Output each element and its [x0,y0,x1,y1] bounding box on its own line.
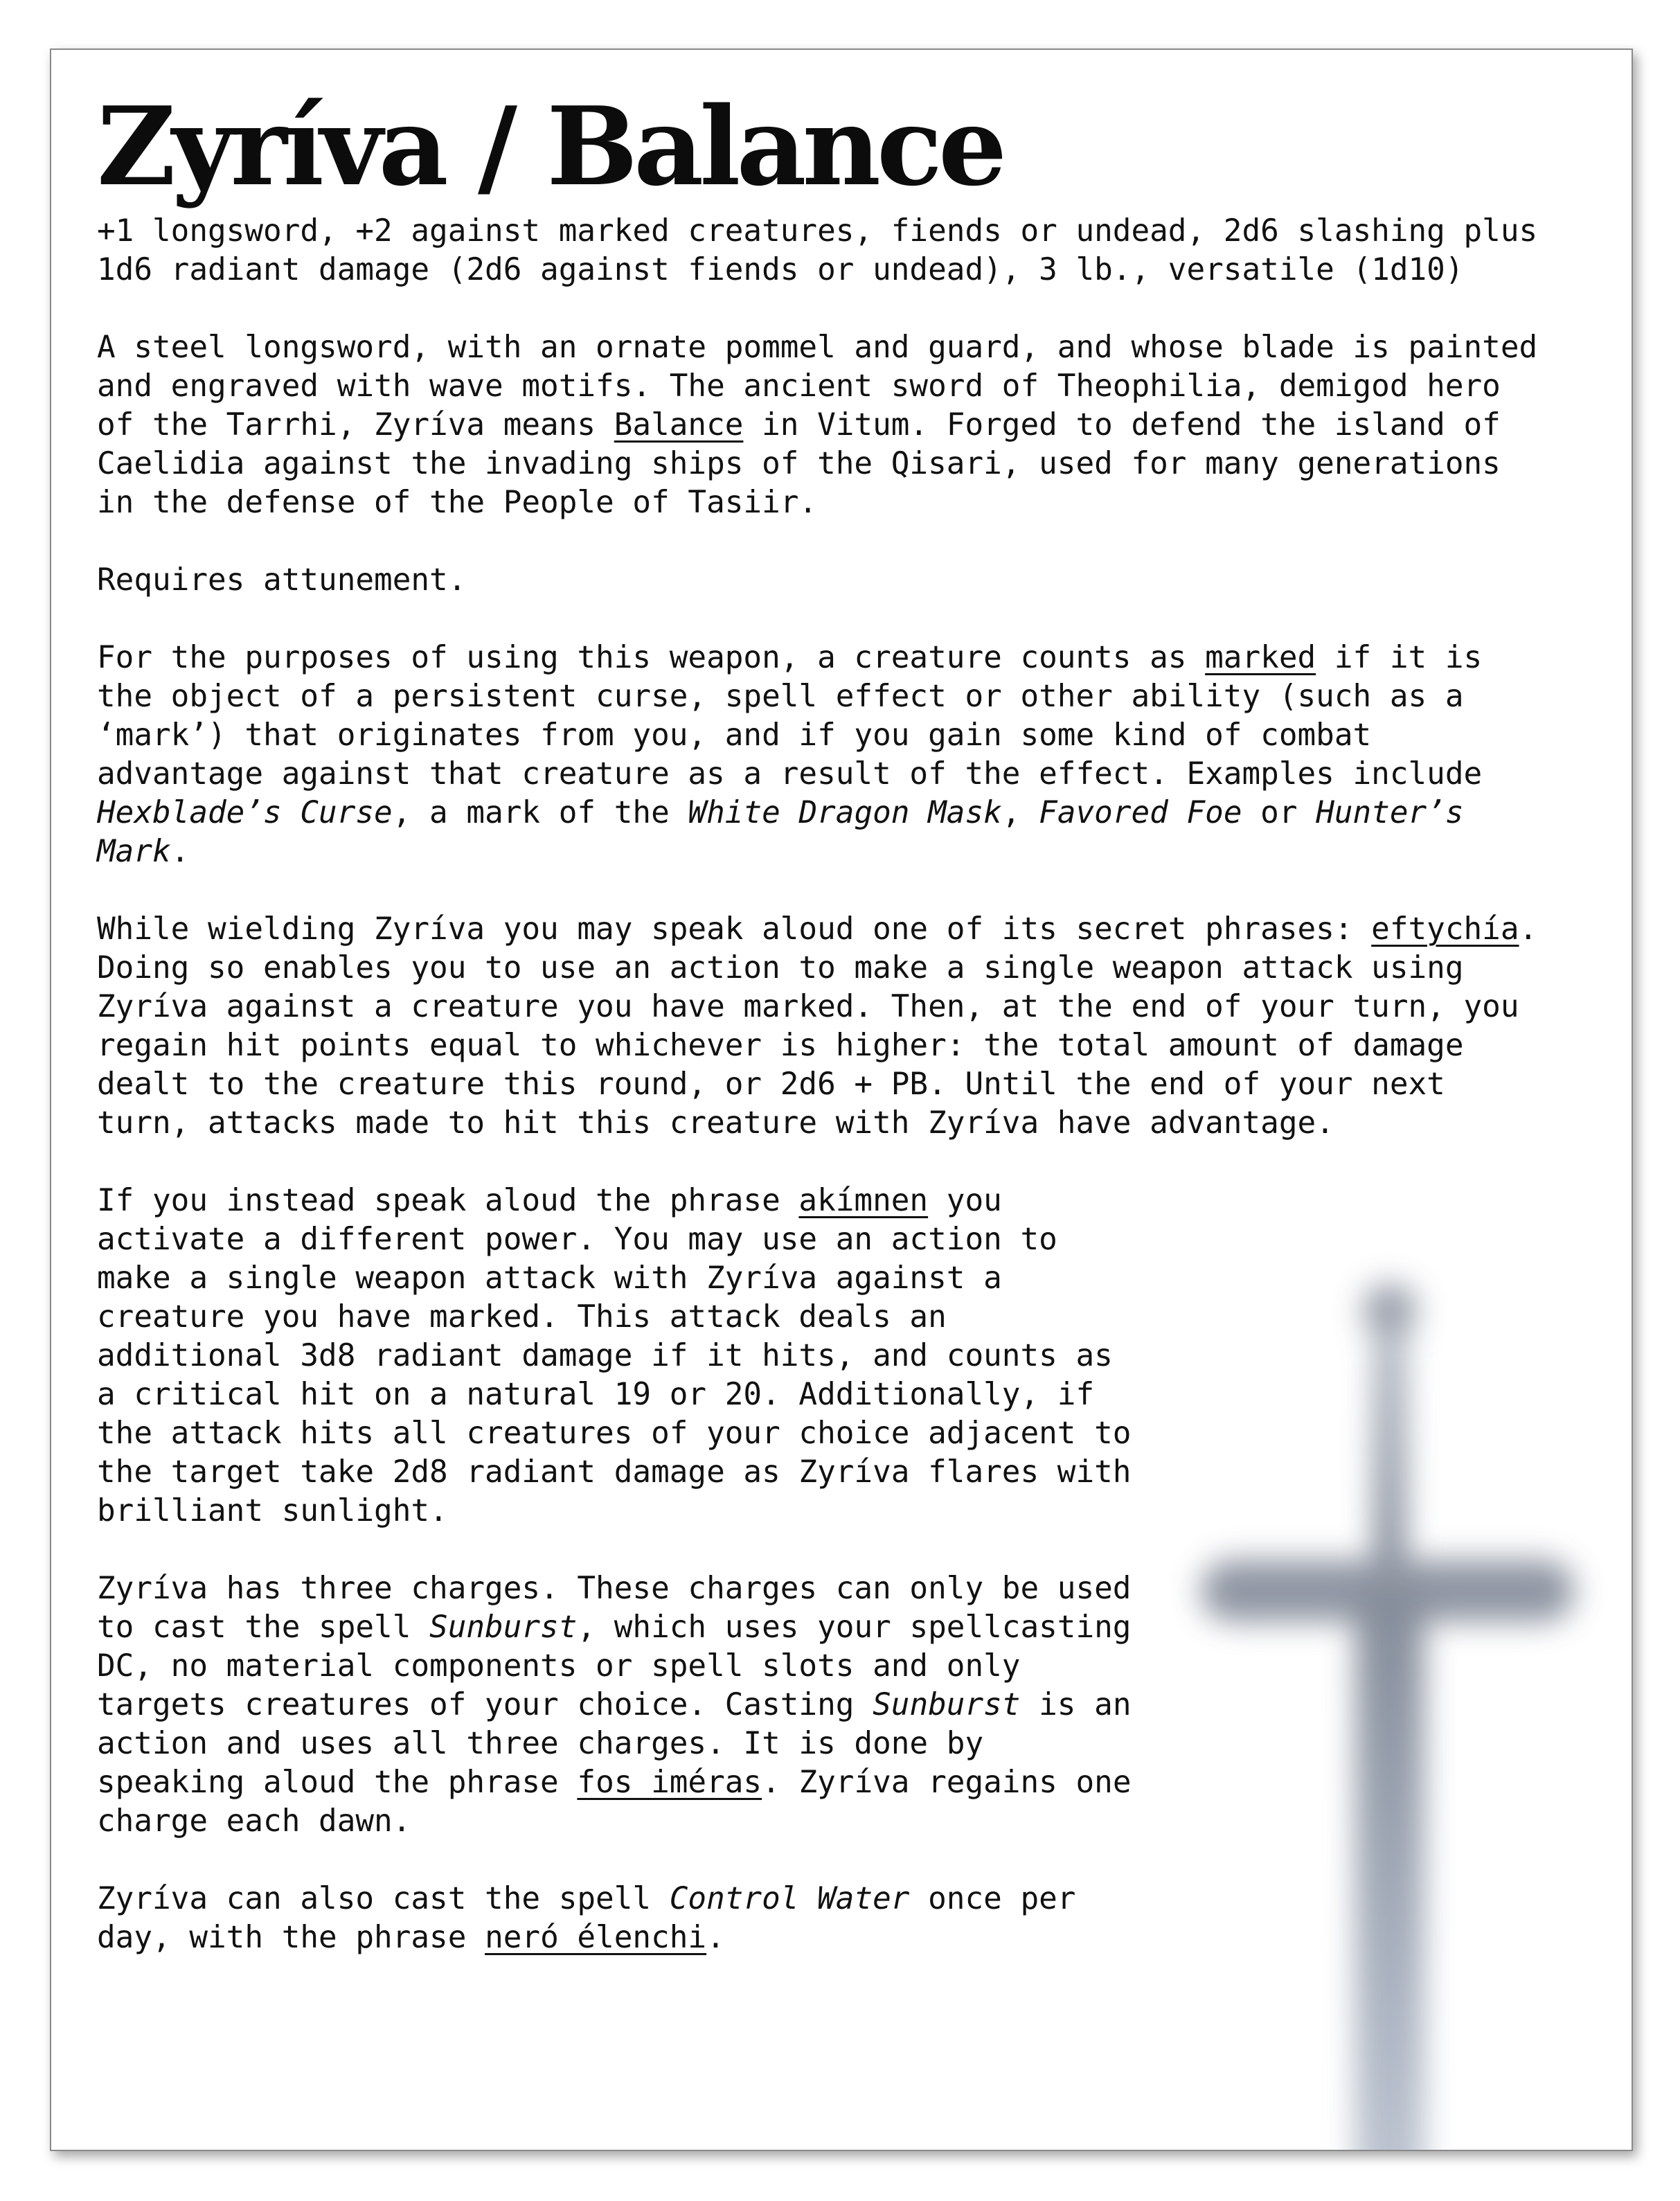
text-span: targets creatures of your choice. Casting [97,1687,873,1722]
text-span: For the purposes of using this weapon, a creature counts as [97,640,1206,675]
white-dragon-mask-term: White Dragon Mask [688,795,1002,830]
akimnen-line: creature you have marked. This attack deals an [97,1299,947,1335]
text-span: if it is [1316,640,1483,675]
marked-line [97,832,1593,871]
description-line: in the defense of the People of Tasiir. [97,485,818,520]
akimnen-line: brilliant sunlight. [97,1493,448,1529]
text-span: , which uses your spellcasting [577,1610,1132,1645]
charges-line: DC, no material components or spell slots and only [97,1648,1021,1684]
control-water-spell: Control Water [669,1881,910,1916]
hexblade-curse-term: Hexblade’s Curse [97,795,393,830]
text-span: to cast the spell [97,1610,430,1645]
hunters-mark-term-cont: Mark [97,834,171,869]
description-line: A steel longsword, with an ornate pommel and guard, and whose blade is painted [97,330,1538,365]
text-span: is an [1020,1687,1132,1722]
text-span: in Vitum. Forged to defend the island of [743,407,1501,443]
text-span: day, with the phrase [97,1920,485,1955]
charges-paragraph [97,1569,1593,1841]
marked-line: ‘mark’) that originates from you, and if you gain some kind of combat [97,718,1372,753]
akimnen-line: additional 3d8 radiant damage if it hits, and counts as [97,1338,1113,1373]
favored-foe-term: Favored Foe [1039,795,1242,830]
eftychia-line: turn, attacks made to hit this creature with Zyríva have advantage. [97,1105,1334,1141]
marked-term: marked [1205,640,1316,675]
akimnen-paragraph [97,1182,1593,1531]
text-span: . [1519,911,1538,947]
text-span: . Zyríva regains one [762,1765,1132,1800]
text-span: . [706,1920,725,1955]
control-water-line [97,1918,1593,1957]
control-water-line [97,1880,1593,1918]
control-water-paragraph [97,1880,1593,1957]
hunters-mark-term: Hunter’s [1316,795,1464,830]
charges-line [97,1608,1593,1647]
charges-line: Zyríva has three charges. These charges can only be used [97,1571,1132,1606]
text-span: , [1001,795,1039,830]
sunburst-spell: Sunburst [429,1610,578,1645]
description-line: and engraved with wave motifs. The ancient sword of Theophilia, demigod hero [97,368,1501,404]
akimnen-line: a critical hit on a natural 19 or 20. Additionally, if [97,1377,1095,1412]
akimnen-line: the target take 2d8 radiant damage as Zyríva flares with [97,1454,1132,1490]
nero-elenchi-phrase: neró élenchi [485,1920,707,1955]
text-span: you [928,1183,1002,1218]
akimnen-phrase: akímnen [798,1183,929,1218]
description-line: Caelidia against the invading ships of the Qisari, used for many generations [97,446,1501,481]
eftychia-line [97,910,1593,949]
eftychia-line: Doing so enables you to use an action to make a single weapon attack using [97,950,1464,986]
eftychia-line: regain hit points equal to whichever is higher: the total amount of damage [97,1028,1464,1063]
text-span: , a mark of the [392,795,688,830]
text-span: If you instead speak aloud the phrase [97,1183,799,1218]
text-span: once per [909,1881,1076,1916]
charges-line [97,1686,1593,1725]
marked-line: the object of a persistent curse, spell effect or other ability (such as a [97,679,1464,714]
eftychia-line: Zyríva against a creature you have marked. Then, at the end of your turn, you [97,989,1519,1024]
text-span: . [170,834,190,869]
akimnen-line: the attack hits all creatures of your choice adjacent to [97,1416,1132,1451]
marked-line: advantage against that creature as a result of the effect. Examples include [97,756,1483,792]
description-paragraph [97,328,1593,522]
eftychia-line: dealt to the creature this round, or 2d6 + PB. Until the end of your next [97,1067,1445,1102]
stats-line: +1 longsword, +2 against marked creatures, fiends or undead, 2d6 slashing plus [97,213,1538,249]
charges-line: charge each dawn. [97,1803,411,1839]
marked-paragraph [97,639,1593,871]
charges-line [97,1763,1593,1802]
text-span: speaking aloud the phrase [97,1765,578,1800]
item-stats [97,212,1593,289]
sunburst-spell: Sunburst [873,1687,1021,1722]
document-page [50,48,1633,2151]
akimnen-line [97,1182,1593,1220]
text-span: or [1242,795,1316,830]
attunement-note: Requires attunement. [97,562,467,598]
fos-imeras-phrase: fos iméras [577,1765,762,1800]
balance-term: Balance [614,407,744,443]
text-span: of the Tarrhi, Zyríva means [97,407,614,443]
eftychia-paragraph [97,910,1593,1143]
akimnen-line: make a single weapon attack with Zyríva against a [97,1260,1002,1296]
text-span: Zyríva can also cast the spell [97,1881,670,1916]
stats-line: 1d6 radiant damage (2d6 against fiends or undead), 3 lb., versatile (1d10) [97,252,1464,287]
page-title: Zyríva / Balance [97,83,1003,210]
charges-line: action and uses all three charges. It is done by [97,1726,984,1761]
marked-line [97,639,1593,677]
document-content [97,84,1593,1957]
marked-line [97,794,1593,832]
eftychia-phrase: eftychía [1371,911,1519,947]
description-line [97,406,1593,445]
akimnen-line: activate a different power. You may use an action to [97,1222,1057,1257]
text-span: While wielding Zyríva you may speak aloud one of its secret phrases: [97,911,1372,947]
